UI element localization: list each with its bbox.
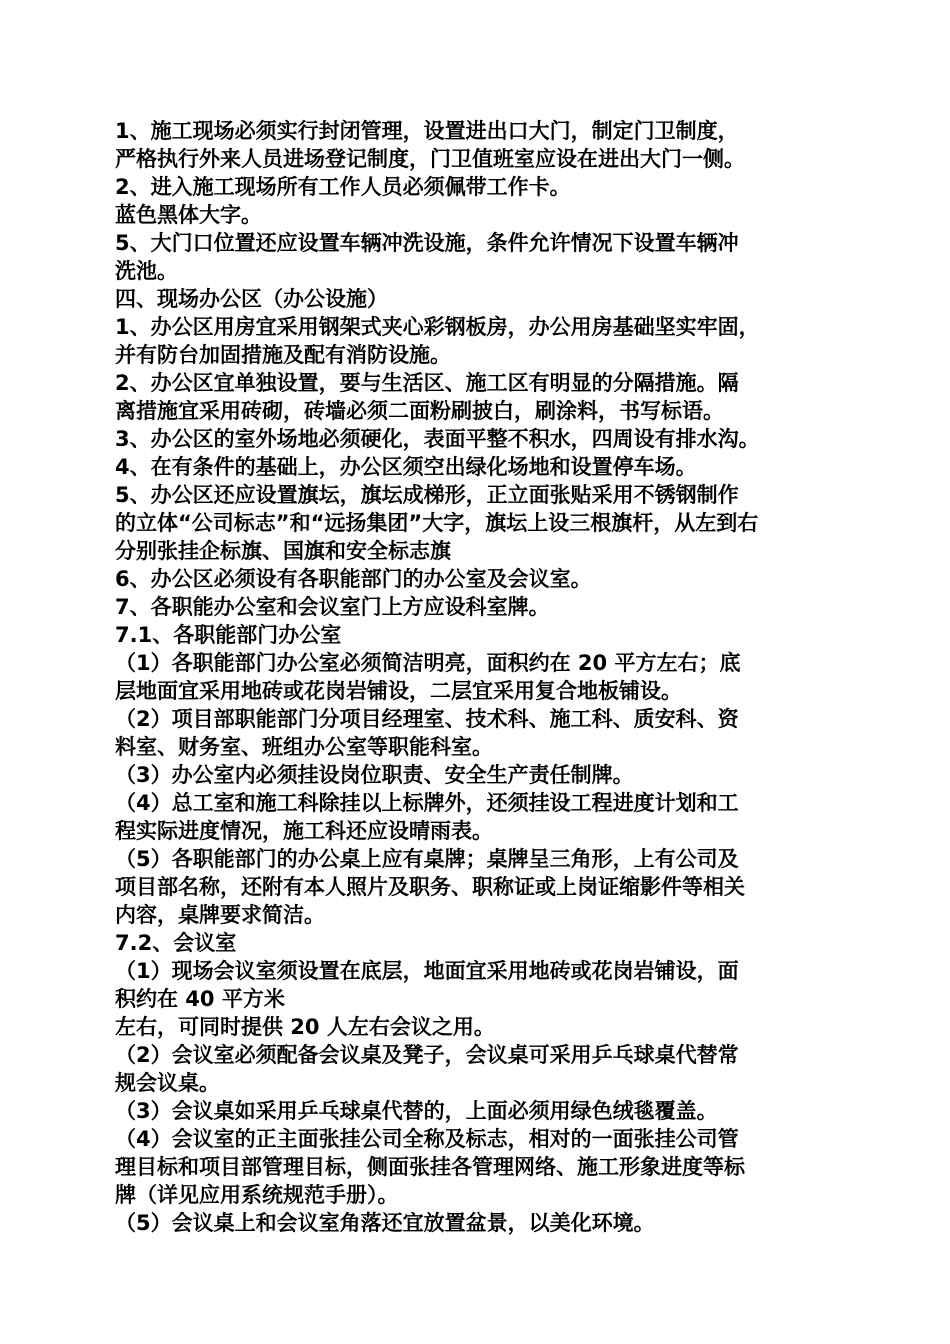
text-line: 蓝色黑体大字。	[115, 203, 262, 227]
text-line: 料室、财务室、班组办公室等职能科室。	[115, 735, 493, 759]
document-body	[115, 117, 845, 1237]
text-line: 分别张挂企标旗、国旗和安全标志旗	[115, 539, 451, 563]
text-line: （2）项目部职能部门分项目经理室、技术科、施工科、质安科、资	[115, 707, 739, 731]
text-line: 规会议桌。	[115, 1071, 220, 1095]
text-line: 1、施工现场必须实行封闭管理，设置进出口大门，制定门卫制度，	[115, 119, 739, 143]
text-line: 左右，可同时提供 20 人左右会议之用。	[115, 1015, 495, 1039]
text-line: 1、办公区用房宜采用钢架式夹心彩钢板房，办公用房基础坚实牢固，	[115, 315, 760, 339]
text-line: （5）会议桌上和会议室角落还宜放置盆景，以美化环境。	[115, 1211, 655, 1235]
text-line: （3）办公室内必须挂设岗位职责、安全生产责任制牌。	[115, 763, 634, 787]
text-line: 理目标和项目部管理目标，侧面张挂各管理网络、施工形象进度等标	[115, 1155, 745, 1179]
text-line: 6、办公区必须设有各职能部门的办公室及会议室。	[115, 567, 592, 591]
subsection-heading: 7.1、各职能部门办公室	[115, 623, 342, 647]
text-line: （3）会议桌如采用乒乓球桌代替的，上面必须用绿色绒毯覆盖。	[115, 1099, 718, 1123]
text-line: （1）各职能部门办公室必须简洁明亮，面积约在 20 平方左右；底	[115, 651, 741, 675]
text-line: 程实际进度情况，施工科还应设晴雨表。	[115, 819, 493, 843]
text-line: 项目部名称，还附有本人照片及职务、职称证或上岗证缩影件等相关	[115, 875, 745, 899]
text-line: 2、进入施工现场所有工作人员必须佩带工作卡。	[115, 175, 571, 199]
subsection-heading: 7.2、会议室	[115, 931, 237, 955]
text-line: 2、办公区宜单独设置，要与生活区、施工区有明显的分隔措施。隔	[115, 371, 739, 395]
text-line: 5、办公区还应设置旗坛，旗坛成梯形，正立面张贴采用不锈钢制作	[115, 483, 739, 507]
text-line: 7、各职能办公室和会议室门上方应设科室牌。	[115, 595, 550, 619]
text-line: 5、大门口位置还应设置车辆冲洗设施，条件允许情况下设置车辆冲	[115, 231, 739, 255]
text-line: （5）各职能部门的办公桌上应有桌牌；桌牌呈三角形，上有公司及	[115, 847, 739, 871]
text-line: 离措施宜采用砖砌，砖墙必须二面粉刷披白，刷涂料，书写标语。	[115, 399, 724, 423]
text-line: 积约在 40 平方米	[115, 987, 285, 1011]
text-line: 严格执行外来人员进场登记制度，门卫值班室应设在进出大门一侧。	[115, 147, 745, 171]
text-line: 并有防台加固措施及配有消防设施。	[115, 343, 451, 367]
text-line: 牌（详见应用系统规范手册）。	[115, 1183, 399, 1207]
text-line: 3、办公区的室外场地必须硬化，表面平整不积水，四周设有排水沟。	[115, 427, 760, 451]
text-line: 4、在有条件的基础上，办公区须空出绿化场地和设置停车场。	[115, 455, 697, 479]
text-line: 内容，桌牌要求简洁。	[115, 903, 325, 927]
text-line: （2）会议室必须配备会议桌及凳子，会议桌可采用乒乓球桌代替常	[115, 1043, 739, 1067]
text-line: 洗池。	[115, 259, 178, 283]
section-heading: 四、现场办公区（办公设施）	[115, 287, 388, 311]
text-line: 层地面宜采用地砖或花岗岩铺设，二层宜采用复合地板铺设。	[115, 679, 682, 703]
text-line: （4）总工室和施工科除挂以上标牌外，还须挂设工程进度计划和工	[115, 791, 739, 815]
text-line: （1）现场会议室须设置在底层，地面宜采用地砖或花岗岩铺设，面	[115, 959, 739, 983]
text-line: 的立体“公司标志”和“远扬集团”大字，旗坛上设三根旗杆，从左到右	[115, 511, 759, 535]
text-line: （4）会议室的正主面张挂公司全称及标志，相对的一面张挂公司管	[115, 1127, 739, 1151]
